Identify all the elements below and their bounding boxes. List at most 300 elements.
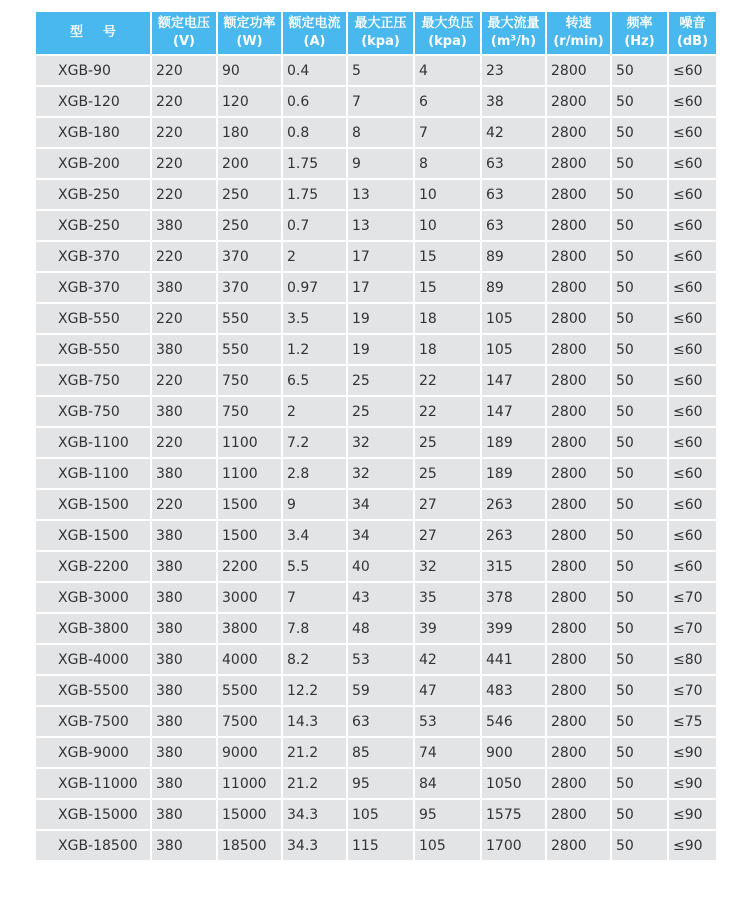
table-cell: ≤60 [669, 118, 716, 147]
table-cell: 7.2 [283, 428, 346, 457]
header-cell [218, 12, 281, 54]
table-cell: 50 [612, 366, 667, 395]
header-label: 最大流量 [487, 16, 540, 31]
header-label: 频率 [626, 16, 653, 31]
table-cell: 483 [482, 676, 545, 705]
table-cell: 1050 [482, 769, 545, 798]
table-cell: 15000 [218, 800, 281, 829]
table-row [36, 273, 716, 302]
header-label: 额定电流 [288, 16, 341, 31]
table-cell: 22 [415, 366, 480, 395]
table-row [36, 397, 716, 426]
table-row [36, 738, 716, 767]
header-unit: (W) [236, 34, 263, 49]
header-label: 额定功率 [223, 16, 276, 31]
table-cell: 50 [612, 242, 667, 271]
table-cell: ≤60 [669, 366, 716, 395]
table-cell: 2 [283, 397, 346, 426]
table-cell: 50 [612, 428, 667, 457]
table-cell: ≤60 [669, 459, 716, 488]
table-cell: 48 [348, 614, 413, 643]
table-cell: 7 [415, 118, 480, 147]
header-unit: (kpa) [428, 34, 467, 49]
table-cell: 147 [482, 366, 545, 395]
table-cell: 8 [348, 118, 413, 147]
table-cell: ≤80 [669, 645, 716, 674]
table-cell: 370 [218, 242, 281, 271]
table-row [36, 118, 716, 147]
model-cell: XGB-550 [36, 335, 150, 364]
table-cell: 2800 [547, 366, 610, 395]
table-row [36, 428, 716, 457]
model-cell: XGB-3000 [36, 583, 150, 612]
model-cell: XGB-250 [36, 180, 150, 209]
header-cell [348, 12, 413, 54]
model-cell: XGB-1500 [36, 490, 150, 519]
table-row [36, 211, 716, 240]
table-cell: 7.8 [283, 614, 346, 643]
table-cell: 380 [152, 707, 216, 736]
table-cell: 32 [348, 428, 413, 457]
spec-table [34, 10, 718, 862]
table-cell: 74 [415, 738, 480, 767]
table-cell: 89 [482, 273, 545, 302]
table-cell: 84 [415, 769, 480, 798]
table-cell: 1100 [218, 459, 281, 488]
table-cell: 25 [415, 459, 480, 488]
table-cell: 85 [348, 738, 413, 767]
table-cell: ≤60 [669, 552, 716, 581]
table-cell: 2800 [547, 459, 610, 488]
table-cell: 3000 [218, 583, 281, 612]
table-row [36, 521, 716, 550]
table-cell: ≤60 [669, 490, 716, 519]
table-cell: ≤60 [669, 56, 716, 85]
table-cell: 27 [415, 490, 480, 519]
header-cell [669, 12, 716, 54]
table-cell: 63 [482, 211, 545, 240]
table-cell: 380 [152, 800, 216, 829]
header-label: 最大正压 [354, 16, 407, 31]
table-cell: 2800 [547, 149, 610, 178]
model-cell: XGB-18500 [36, 831, 150, 860]
table-cell: 25 [348, 397, 413, 426]
table-cell: 18500 [218, 831, 281, 860]
table-cell: 1100 [218, 428, 281, 457]
table-cell: 189 [482, 428, 545, 457]
table-cell: 2800 [547, 831, 610, 860]
model-cell: XGB-370 [36, 242, 150, 271]
table-row [36, 800, 716, 829]
model-cell: XGB-1100 [36, 428, 150, 457]
table-cell: 2800 [547, 676, 610, 705]
table-cell: ≤75 [669, 707, 716, 736]
table-cell: ≤60 [669, 273, 716, 302]
table-cell: 380 [152, 769, 216, 798]
table-row [36, 87, 716, 116]
table-cell: 5.5 [283, 552, 346, 581]
header-label: 最大负压 [421, 16, 474, 31]
table-cell: 53 [348, 645, 413, 674]
table-cell: 2200 [218, 552, 281, 581]
model-cell: XGB-5500 [36, 676, 150, 705]
table-cell: 105 [482, 335, 545, 364]
table-cell: ≤60 [669, 211, 716, 240]
table-cell: 380 [152, 552, 216, 581]
table-cell: 2800 [547, 490, 610, 519]
table-cell: 220 [152, 149, 216, 178]
table-cell: 9 [283, 490, 346, 519]
table-cell: 263 [482, 521, 545, 550]
table-cell: 50 [612, 521, 667, 550]
table-cell: ≤70 [669, 676, 716, 705]
header-cell [547, 12, 610, 54]
header-unit: (V) [173, 34, 195, 49]
table-cell: 380 [152, 211, 216, 240]
table-cell: 5500 [218, 676, 281, 705]
table-cell: 2800 [547, 211, 610, 240]
table-row [36, 180, 716, 209]
table-row [36, 459, 716, 488]
model-cell: XGB-1100 [36, 459, 150, 488]
table-cell: 115 [348, 831, 413, 860]
header-unit: (dB) [676, 34, 709, 49]
table-row [36, 304, 716, 333]
table-cell: 2800 [547, 769, 610, 798]
table-cell: 50 [612, 645, 667, 674]
table-cell: 105 [348, 800, 413, 829]
model-cell: XGB-550 [36, 304, 150, 333]
model-cell: XGB-11000 [36, 769, 150, 798]
table-cell: 8.2 [283, 645, 346, 674]
table-cell: 50 [612, 335, 667, 364]
table-cell: 34 [348, 490, 413, 519]
model-cell: XGB-4000 [36, 645, 150, 674]
table-cell: 50 [612, 490, 667, 519]
table-cell: 147 [482, 397, 545, 426]
table-cell: ≤60 [669, 335, 716, 364]
table-cell: 50 [612, 211, 667, 240]
table-cell: 2800 [547, 397, 610, 426]
table-cell: 0.8 [283, 118, 346, 147]
header-unit: (Hz) [624, 34, 655, 49]
table-cell: 47 [415, 676, 480, 705]
table-cell: 8 [415, 149, 480, 178]
table-cell: 50 [612, 800, 667, 829]
table-cell: 89 [482, 242, 545, 271]
table-cell: 220 [152, 87, 216, 116]
table-cell: 550 [218, 335, 281, 364]
table-cell: 220 [152, 56, 216, 85]
table-cell: 1575 [482, 800, 545, 829]
table-body [36, 56, 716, 860]
table-cell: 2.8 [283, 459, 346, 488]
table-cell: 34 [348, 521, 413, 550]
table-cell: 1.2 [283, 335, 346, 364]
table-cell: 1.75 [283, 180, 346, 209]
table-cell: 3.4 [283, 521, 346, 550]
table-cell: 750 [218, 397, 281, 426]
table-cell: 50 [612, 149, 667, 178]
table-cell: 0.97 [283, 273, 346, 302]
table-cell: 546 [482, 707, 545, 736]
table-cell: 380 [152, 459, 216, 488]
table-cell: 15 [415, 273, 480, 302]
table-cell: 10 [415, 211, 480, 240]
table-cell: 200 [218, 149, 281, 178]
table-row [36, 831, 716, 860]
table-cell: ≤90 [669, 738, 716, 767]
header-cell [283, 12, 346, 54]
model-cell: XGB-90 [36, 56, 150, 85]
table-cell: 189 [482, 459, 545, 488]
table-cell: 263 [482, 490, 545, 519]
table-cell: ≤60 [669, 242, 716, 271]
table-cell: 50 [612, 676, 667, 705]
table-cell: 2800 [547, 87, 610, 116]
table-cell: 50 [612, 552, 667, 581]
table-cell: 19 [348, 335, 413, 364]
table-cell: 380 [152, 521, 216, 550]
table-cell: 50 [612, 118, 667, 147]
table-row [36, 149, 716, 178]
table-cell: ≤60 [669, 304, 716, 333]
table-cell: 380 [152, 738, 216, 767]
table-cell: 63 [482, 149, 545, 178]
header-cell [612, 12, 667, 54]
table-cell: 2800 [547, 304, 610, 333]
model-cell: XGB-15000 [36, 800, 150, 829]
table-cell: 220 [152, 180, 216, 209]
table-cell: 18 [415, 335, 480, 364]
header-unit: (r/min) [553, 34, 604, 49]
table-cell: 2800 [547, 335, 610, 364]
table-cell: 3.5 [283, 304, 346, 333]
table-cell: ≤90 [669, 800, 716, 829]
table-cell: ≤60 [669, 87, 716, 116]
table-cell: 2800 [547, 273, 610, 302]
table-cell: 42 [482, 118, 545, 147]
table-cell: 2800 [547, 800, 610, 829]
table-cell: 21.2 [283, 769, 346, 798]
table-cell: 6.5 [283, 366, 346, 395]
table-cell: 2800 [547, 614, 610, 643]
table-row [36, 490, 716, 519]
header-cell [482, 12, 545, 54]
table-cell: 11000 [218, 769, 281, 798]
table-cell: ≤60 [669, 180, 716, 209]
table-cell: 2 [283, 242, 346, 271]
table-cell: 50 [612, 831, 667, 860]
table-cell: 43 [348, 583, 413, 612]
table-cell: 2800 [547, 242, 610, 271]
table-cell: ≤60 [669, 397, 716, 426]
table-cell: 13 [348, 180, 413, 209]
table-cell: 50 [612, 304, 667, 333]
header-label: 额定电压 [157, 16, 210, 31]
table-cell: 550 [218, 304, 281, 333]
table-cell: ≤60 [669, 149, 716, 178]
table-cell: 17 [348, 242, 413, 271]
table-cell: 35 [415, 583, 480, 612]
table-cell: 2800 [547, 738, 610, 767]
model-cell: XGB-7500 [36, 707, 150, 736]
table-cell: 220 [152, 428, 216, 457]
table-cell: 2800 [547, 180, 610, 209]
table-cell: 50 [612, 180, 667, 209]
table-cell: 50 [612, 707, 667, 736]
table-cell: 21.2 [283, 738, 346, 767]
table-cell: 50 [612, 614, 667, 643]
spec-table-container [34, 10, 716, 862]
table-cell: 220 [152, 490, 216, 519]
table-cell: 2800 [547, 428, 610, 457]
table-cell: 50 [612, 459, 667, 488]
table-cell: 0.4 [283, 56, 346, 85]
header-cell [415, 12, 480, 54]
table-cell: 378 [482, 583, 545, 612]
table-cell: 7500 [218, 707, 281, 736]
table-cell: 380 [152, 397, 216, 426]
table-cell: 2800 [547, 583, 610, 612]
table-cell: 50 [612, 56, 667, 85]
table-row [36, 614, 716, 643]
table-row [36, 645, 716, 674]
header-label: 转速 [565, 16, 592, 31]
table-cell: 6 [415, 87, 480, 116]
table-cell: 3800 [218, 614, 281, 643]
model-cell: XGB-750 [36, 366, 150, 395]
table-cell: 27 [415, 521, 480, 550]
table-cell: 2800 [547, 56, 610, 85]
table-cell: 7 [348, 87, 413, 116]
table-cell: 95 [348, 769, 413, 798]
table-row [36, 707, 716, 736]
table-cell: 0.7 [283, 211, 346, 240]
model-cell: XGB-120 [36, 87, 150, 116]
table-cell: 1500 [218, 490, 281, 519]
table-cell: 380 [152, 676, 216, 705]
table-cell: 7 [283, 583, 346, 612]
table-cell: 2800 [547, 552, 610, 581]
table-cell: 1.75 [283, 149, 346, 178]
table-cell: 95 [415, 800, 480, 829]
table-row [36, 676, 716, 705]
model-cell: XGB-370 [36, 273, 150, 302]
table-cell: 220 [152, 304, 216, 333]
table-cell: 38 [482, 87, 545, 116]
table-cell: 380 [152, 645, 216, 674]
table-cell: 25 [415, 428, 480, 457]
table-header [36, 12, 716, 54]
table-cell: 23 [482, 56, 545, 85]
model-cell: XGB-3800 [36, 614, 150, 643]
table-row [36, 56, 716, 85]
table-cell: 750 [218, 366, 281, 395]
table-cell: 2800 [547, 707, 610, 736]
table-cell: 220 [152, 366, 216, 395]
table-cell: 220 [152, 242, 216, 271]
table-cell: 1700 [482, 831, 545, 860]
table-cell: 34.3 [283, 831, 346, 860]
table-cell: 50 [612, 583, 667, 612]
table-cell: 120 [218, 87, 281, 116]
table-cell: 380 [152, 831, 216, 860]
table-cell: 50 [612, 738, 667, 767]
table-cell: 39 [415, 614, 480, 643]
table-cell: 105 [482, 304, 545, 333]
table-cell: 13 [348, 211, 413, 240]
table-cell: 50 [612, 87, 667, 116]
header-model [36, 12, 150, 54]
header-unit: (m³/h) [490, 34, 537, 49]
table-cell: 5 [348, 56, 413, 85]
table-cell: 12.2 [283, 676, 346, 705]
table-cell: 14.3 [283, 707, 346, 736]
table-cell: 4000 [218, 645, 281, 674]
table-row [36, 583, 716, 612]
table-row [36, 552, 716, 581]
model-cell: XGB-250 [36, 211, 150, 240]
table-cell: 370 [218, 273, 281, 302]
table-cell: ≤60 [669, 521, 716, 550]
table-cell: 50 [612, 273, 667, 302]
table-cell: 42 [415, 645, 480, 674]
table-cell: 380 [152, 273, 216, 302]
table-cell: 9 [348, 149, 413, 178]
table-cell: 90 [218, 56, 281, 85]
table-row [36, 769, 716, 798]
table-cell: ≤90 [669, 831, 716, 860]
model-cell: XGB-180 [36, 118, 150, 147]
header-unit: (kpa) [361, 34, 400, 49]
table-cell: ≤70 [669, 583, 716, 612]
table-cell: 50 [612, 769, 667, 798]
table-cell: ≤60 [669, 428, 716, 457]
table-cell: 63 [348, 707, 413, 736]
table-cell: 25 [348, 366, 413, 395]
table-cell: 105 [415, 831, 480, 860]
table-cell: 380 [152, 335, 216, 364]
table-cell: 315 [482, 552, 545, 581]
table-cell: ≤70 [669, 614, 716, 643]
table-cell: 250 [218, 211, 281, 240]
model-cell: XGB-2200 [36, 552, 150, 581]
table-cell: 32 [415, 552, 480, 581]
table-cell: 18 [415, 304, 480, 333]
table-cell: 19 [348, 304, 413, 333]
model-cell: XGB-1500 [36, 521, 150, 550]
table-cell: 2800 [547, 118, 610, 147]
table-cell: 900 [482, 738, 545, 767]
table-cell: 50 [612, 397, 667, 426]
header-cell [152, 12, 216, 54]
model-cell: XGB-9000 [36, 738, 150, 767]
table-cell: 40 [348, 552, 413, 581]
table-cell: 380 [152, 583, 216, 612]
header-unit: (A) [303, 34, 326, 49]
table-cell: 53 [415, 707, 480, 736]
table-cell: 250 [218, 180, 281, 209]
model-cell: XGB-750 [36, 397, 150, 426]
header-label: 噪音 [679, 16, 706, 31]
model-cell: XGB-200 [36, 149, 150, 178]
table-cell: 15 [415, 242, 480, 271]
table-cell: 34.3 [283, 800, 346, 829]
table-cell: ≤90 [669, 769, 716, 798]
table-cell: 32 [348, 459, 413, 488]
table-row [36, 335, 716, 364]
